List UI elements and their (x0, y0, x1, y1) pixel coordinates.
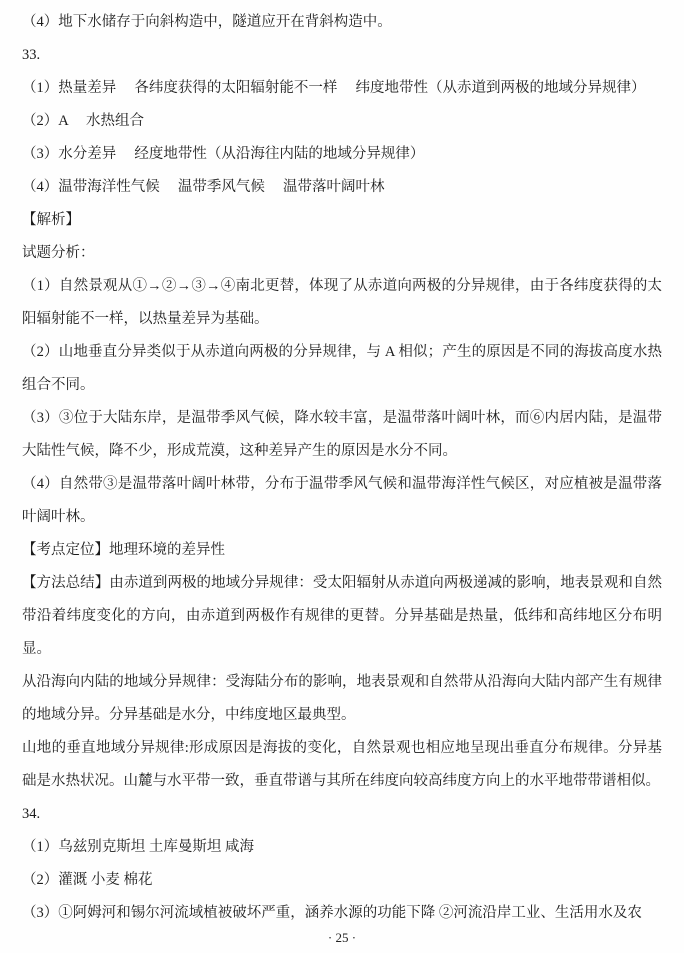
answer-line: （2）A 水热组合 (22, 113, 145, 129)
answer-line: （2）灌溉 小麦 棉花 (22, 872, 153, 888)
answer-line: （3）水分差异 经度地带性（从沿海往内陆的地域分异规律） (22, 146, 425, 162)
analysis-paragraph: （4）自然带③是温带落叶阔叶林带，分布于温带季风气候和温带海洋性气候区，对应植被是温带落叶阔叶林。 (22, 476, 662, 525)
question-number-33: 33. (22, 47, 41, 63)
page-number: · 25 · (327, 930, 357, 945)
method-summary-paragraph: 从沿海向内陆的地域分异规律：受海陆分布的影响，地表景观和自然带从沿海向大陆内部产生有规律的地域分异。分异基础是水分，中纬度地区最典型。 (22, 674, 662, 723)
analysis-paragraph: （3）③位于大陆东岸，是温带季风气候，降水较丰富，是温带落叶阔叶林，而⑥内居内陆，是温带大陆性气候，降不少，形成荒漠，这种差异产生的原因是水分不同。 (22, 410, 662, 459)
answer-line: （4）地下水储存于向斜构造中，隧道应开在背斜构造中。 (22, 14, 392, 30)
question-number-34: 34. (22, 806, 41, 822)
document-content (22, 6, 662, 930)
method-summary-paragraph: 【方法总结】由赤道到两极的地域分异规律：受太阳辐射从赤道向两极递减的影响，地表景观和自然带沿着纬度变化的方向，由赤道到两极作有规律的更替。分异基础是热量，低纬和高纬地区分布明显。 (22, 575, 662, 657)
analysis-paragraph: （1）自然景观从①→②→③→④南北更替，体现了从赤道向两极的分异规律，由于各纬度获得的太阳辐射能不一样，以热量差异为基础。 (22, 278, 662, 327)
answer-line: （4）温带海洋性气候 温带季风气候 温带落叶阔叶林 (22, 179, 385, 195)
exam-point-label: 【考点定位】地理环境的差异性 (22, 542, 225, 558)
analysis-label: 【解析】 (22, 212, 80, 228)
analysis-intro: 试题分析： (22, 245, 95, 261)
answer-line: （3）①阿姆河和锡尔河流域植被破坏严重，涵养水源的功能下降 ②河流沿岸工业、生活用水及农 (22, 905, 642, 921)
analysis-paragraph: （2）山地垂直分异类似于从赤道向两极的分异规律，与 A 相似；产生的原因是不同的海拔高度水热组合不同。 (22, 344, 662, 393)
answer-line: （1）热量差异 各纬度获得的太阳辐射能不一样 纬度地带性（从赤道到两极的地域分异规律） (22, 80, 646, 96)
answer-line: （1）乌兹别克斯坦 土库曼斯坦 咸海 (22, 839, 254, 855)
method-summary-paragraph: 山地的垂直地域分异规律:形成原因是海拔的变化，自然景观也相应地呈现出垂直分布规律。分异基础是水热状况。山麓与水平带一致，垂直带谱与其所在纬度向较高纬度方向上的水平地带带谱相似。 (22, 740, 662, 789)
